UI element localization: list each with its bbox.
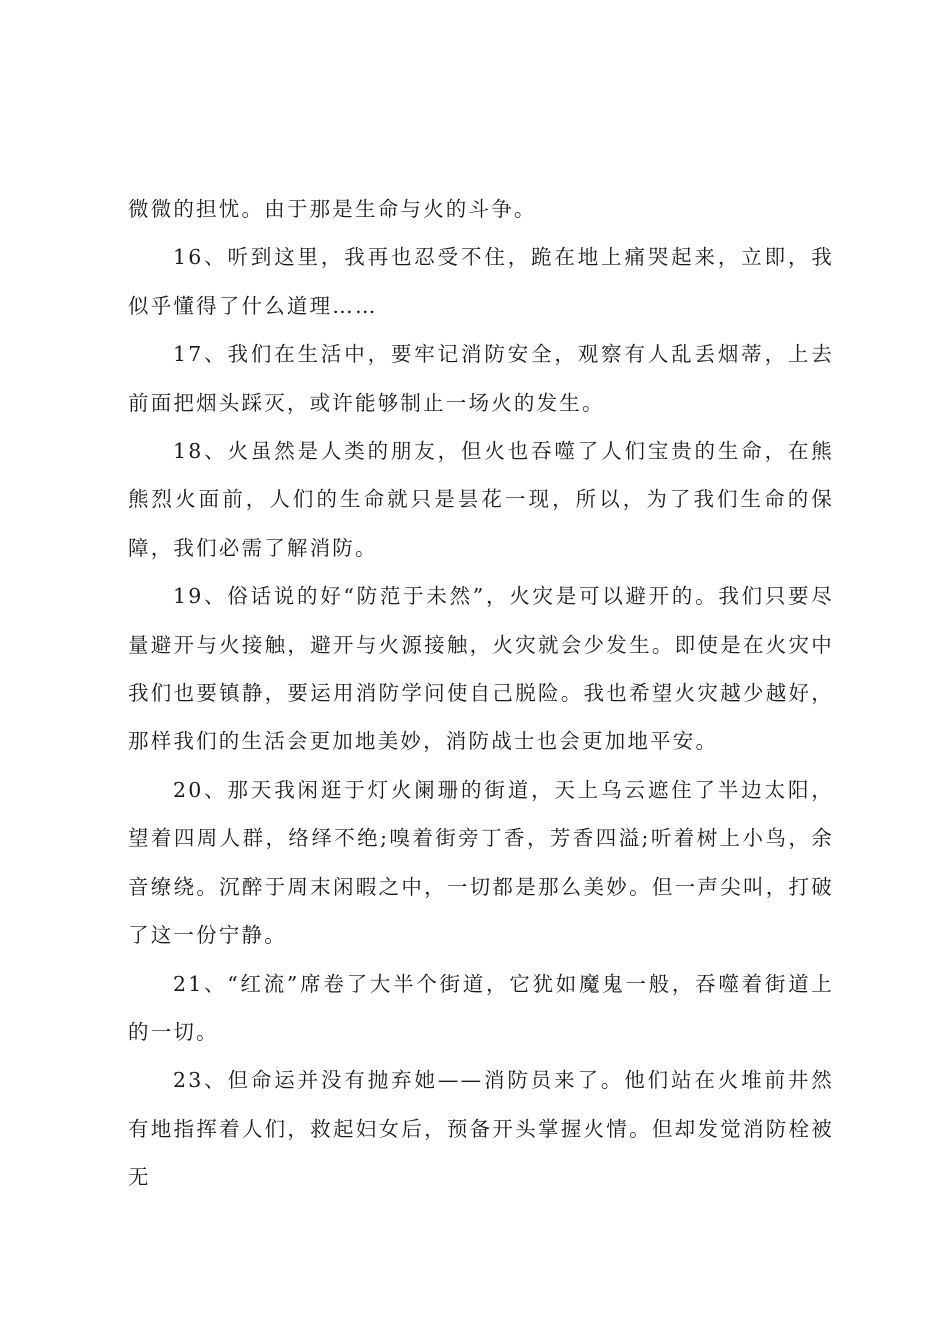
paragraph-17: 17、我们在生活中，要牢记消防安全，观察有人乱丢烟蒂，上去前面把烟头踩灭，或许能够制止一场火的发生。 [128, 342, 834, 415]
document-body [128, 185, 834, 1202]
paragraph-19: 19、俗话说的好“防范于未然”，火灾是可以避开的。我们只要尽量避开与火接触，避开与火源接触，火灾就会少发生。即使是在火灾中我们也要镇静，要运用消防学问使自己脱险。我也希望火灾越少越好，那样我们的生活会更加地美妙，消防战士也会更加地平安。 [128, 584, 834, 754]
paragraph-20: 20、那天我闲逛于灯火阑珊的街道，天上乌云遮住了半边太阳，望着四周人群，络绎不绝;嗅着街旁丁香，芳香四溢;听着树上小鸟，余音缭绕。沉醉于周末闲暇之中，一切都是那么美妙。但一声尖叫，打破了这一份宁静。 [128, 777, 834, 948]
paragraph-23: 23、但命运并没有抛弃她——消防员来了。他们站在火堆前井然有地指挥着人们，救起妇女后，预备开头掌握火情。但却发觉消防栓被无 [128, 1068, 834, 1190]
paragraph-16: 16、听到这里，我再也忍受不住，跪在地上痛哭起来，立即，我似乎懂得了什么道理…… [128, 245, 834, 318]
paragraph-continuation: 微微的担忧。由于那是生命与火的斗争。 [128, 197, 537, 221]
paragraph-18: 18、火虽然是人类的朋友，但火也吞噬了人们宝贵的生命，在熊熊烈火面前，人们的生命就只是昙花一现，所以，为了我们生命的保障，我们必需了解消防。 [128, 439, 834, 560]
paragraph-21: 21、“红流”席卷了大半个街道，它犹如魔鬼一般，吞噬着街道上的一切。 [128, 971, 834, 1044]
